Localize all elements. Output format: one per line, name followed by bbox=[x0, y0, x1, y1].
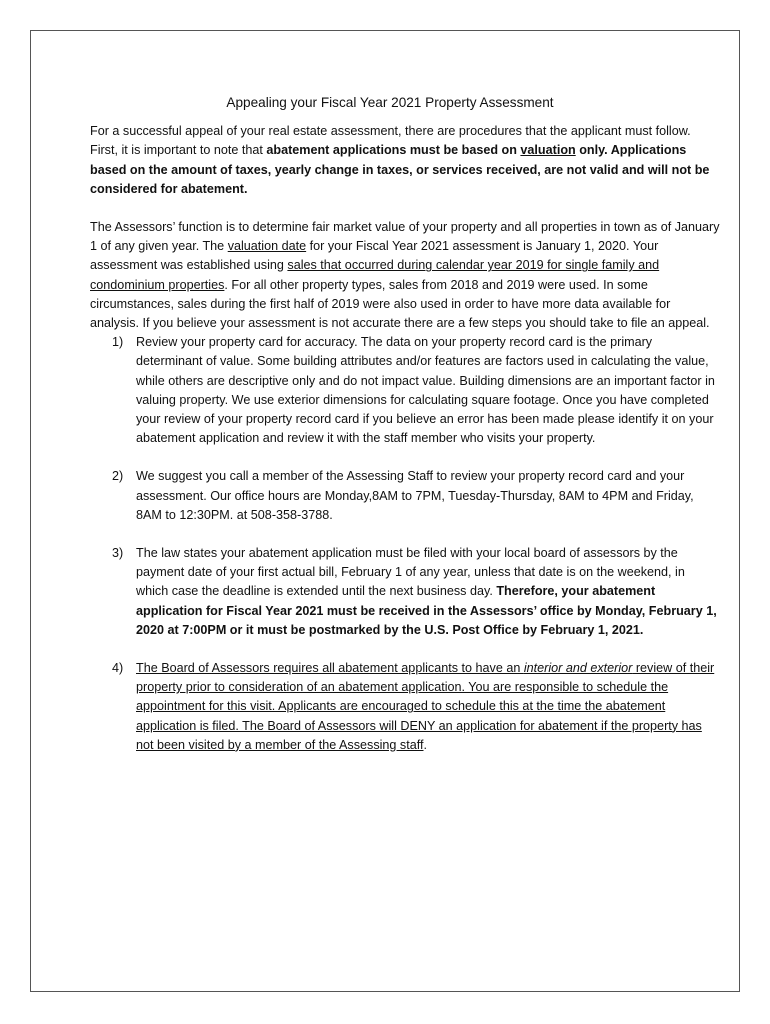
step-number: 1) bbox=[112, 335, 124, 350]
function-text-3: . For all other property types, sales from 2018 and 2019 were used. In some circumstances, sales during the first half of 2019 were also used in order to have more data available for analysis. If you believe your assessment is not accurate there are a few steps you should take to file an appeal. bbox=[90, 277, 710, 331]
valuation-date-underline: valuation date bbox=[227, 239, 307, 254]
step-number: 4) bbox=[112, 661, 124, 676]
step-end-period: . bbox=[423, 737, 427, 752]
step-text: We suggest you call a member of the Assessing Staff to review your property record card and your assessment. Our office hours are Monday,8AM to 7PM, Tuesday-Thursday, 8AM to 4PM and Friday, 8AM to 12:30PM. at 508-358-3788. bbox=[136, 469, 694, 522]
sales-underline: sales that occurred during calendar year 2019 for single family and condominium properties bbox=[90, 258, 660, 292]
intro-text: For a successful appeal of your real estate assessment, there are procedures that the applicant must follow. First, it is important to note that bbox=[90, 124, 691, 158]
intro-paragraph bbox=[90, 122, 720, 199]
step-number: 3) bbox=[112, 546, 124, 561]
document-body bbox=[90, 93, 720, 774]
deadline-bold-text: Therefore, your abatement application for Fiscal Year 2021 must be received in the Assessors’ office by Monday, February 1, 2020 at 7:00PM or it must be postmarked by the U.S. Post Office by February 1, 2021. bbox=[136, 584, 717, 637]
document-page bbox=[30, 30, 740, 992]
intro-valuation-underline: valuation bbox=[520, 143, 576, 158]
list-item bbox=[90, 333, 720, 448]
appeal-steps-list bbox=[90, 333, 720, 755]
step-number: 2) bbox=[112, 469, 124, 484]
assessors-function-paragraph bbox=[90, 218, 720, 333]
step-text: Review your property card for accuracy. The data on your property record card is the primary determinant of value. Some building attributes and/or features are factors used in calculating the value, while others are descriptive only and do not impact value. Building dimensions are an important factor in valuing property. We use exterior dimensions for calculating square footage. Once you have completed your review of your property record card if you believe an error has been made please identify it on your abatement application and review it with the staff member who visits your property. bbox=[136, 335, 715, 446]
intro-bold-lead: abatement applications must be based on bbox=[266, 143, 521, 158]
list-item bbox=[90, 544, 720, 640]
list-item bbox=[90, 659, 720, 755]
function-text-2: for your Fiscal Year 2021 assessment is January 1, 2020. Your assessment was established using bbox=[90, 239, 659, 273]
list-item bbox=[90, 467, 720, 525]
page-title: Appealing your Fiscal Year 2021 Property Assessment bbox=[226, 95, 554, 110]
step-text: The law states your abatement application must be filed with your local board of assessors by the payment date of your first actual bill, February 1 of any year, unless that date is on the weekend, in which case the deadline is extended until the next business day. bbox=[136, 546, 685, 599]
function-text-1: The Assessors’ function is to determine fair market value of your property and all properties in town as of January 1 of any given year. The bbox=[90, 220, 720, 254]
intro-bold-tail: only. Applications based on the amount of taxes, yearly change in taxes, or services received, are not valid and will not be considered for abatement. bbox=[90, 143, 710, 196]
interior-exterior-italic: interior and exterior bbox=[523, 661, 633, 676]
step-text: The Board of Assessors requires all abatement applicants to have an bbox=[136, 661, 524, 676]
step-text: review of their property prior to consideration of an abatement application. You are responsible to schedule the appointment for this visit. Applicants are encouraged to schedule this at the time the abatement application is filed. The Board of Assessors will DENY an application for abatement if the property has not been visited by a member of the Assessing staff bbox=[136, 661, 715, 752]
